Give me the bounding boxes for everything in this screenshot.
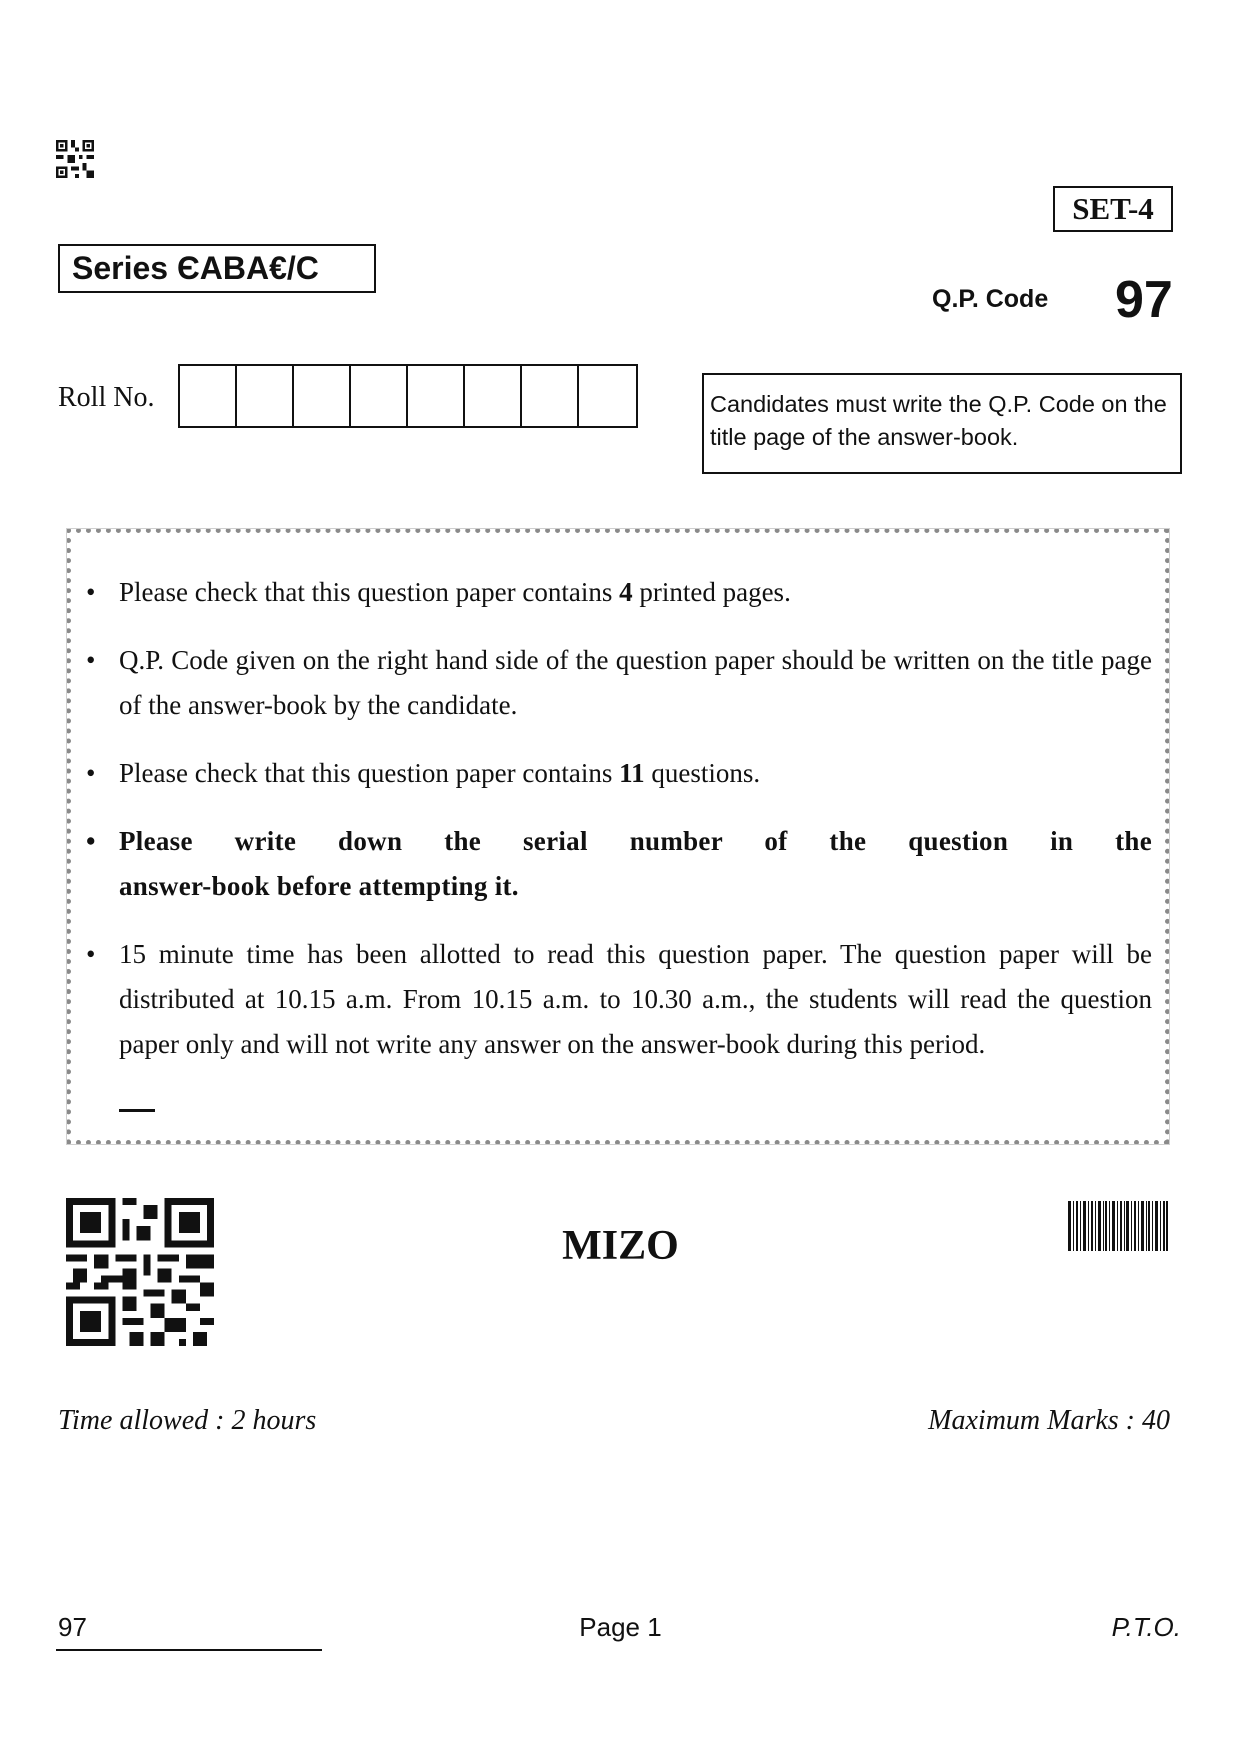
roll-number-label: Roll No. [58, 382, 155, 413]
roll-number-box [522, 366, 579, 426]
instruction-item [84, 819, 1152, 909]
instruction-text: 15 minute time has been allotted to read this question paper. The question paper will be distributed at 10.15 a.m. From 10.15 a.m. to 10.30 a.m., the students will read the question paper only and will not write any answer on the answer-book during this period. [119, 939, 1152, 1059]
roll-number-box [351, 366, 408, 426]
set-badge: SET-4 [1053, 186, 1173, 232]
qp-code-label: Q.P. Code [932, 285, 1049, 313]
instruction-item [84, 751, 1152, 796]
roll-number-box [408, 366, 465, 426]
candidate-note-box: Candidates must write the Q.P. Code on the title page of the answer-book. [702, 373, 1182, 474]
instruction-text: Q.P. Code given on the right hand side of the question paper should be written on the title page of the answer-book by the candidate. [119, 645, 1152, 720]
qr-code-icon [66, 1198, 214, 1346]
instruction-item [84, 570, 1152, 615]
instruction-text: Please write down the serial number of the question in the [119, 826, 1152, 856]
instructions-list [84, 570, 1152, 1090]
instruction-text: Please check that this question paper contains [119, 577, 620, 607]
footer-divider [56, 1649, 322, 1651]
underline-mark [119, 1109, 155, 1112]
instruction-text: printed pages. [632, 577, 791, 607]
maximum-marks: Maximum Marks : 40 [928, 1405, 1170, 1436]
roll-number-box [579, 366, 636, 426]
subject-title: MIZO [562, 1223, 679, 1269]
question-count: 11 [619, 758, 645, 788]
page-count: 4 [619, 577, 633, 607]
bullet-icon: • [86, 939, 96, 969]
roll-number-box [237, 366, 294, 426]
instruction-item [84, 932, 1152, 1067]
bullet-icon: • [86, 645, 96, 675]
bullet-icon: • [86, 577, 96, 607]
instruction-text: answer-book before attempting it. [119, 871, 519, 901]
roll-number-box [180, 366, 237, 426]
bullet-icon: • [86, 826, 96, 856]
roll-number-box [294, 366, 351, 426]
small-qr-code-icon [56, 140, 94, 178]
instruction-item [84, 638, 1152, 728]
instruction-text: questions. [644, 758, 761, 788]
pto-label: P.T.O. [1111, 1612, 1181, 1642]
bullet-icon: • [86, 758, 96, 788]
roll-number-box [465, 366, 522, 426]
instruction-text: Please check that this question paper contains [119, 758, 620, 788]
roll-number-boxes [178, 364, 638, 428]
footer-code: 97 [58, 1612, 87, 1642]
qp-code-value: 97 [1115, 271, 1173, 329]
time-allowed: Time allowed : 2 hours [58, 1405, 317, 1436]
page-number: Page 1 [579, 1612, 662, 1642]
series-label: Series ЄABA€/C [58, 244, 376, 293]
